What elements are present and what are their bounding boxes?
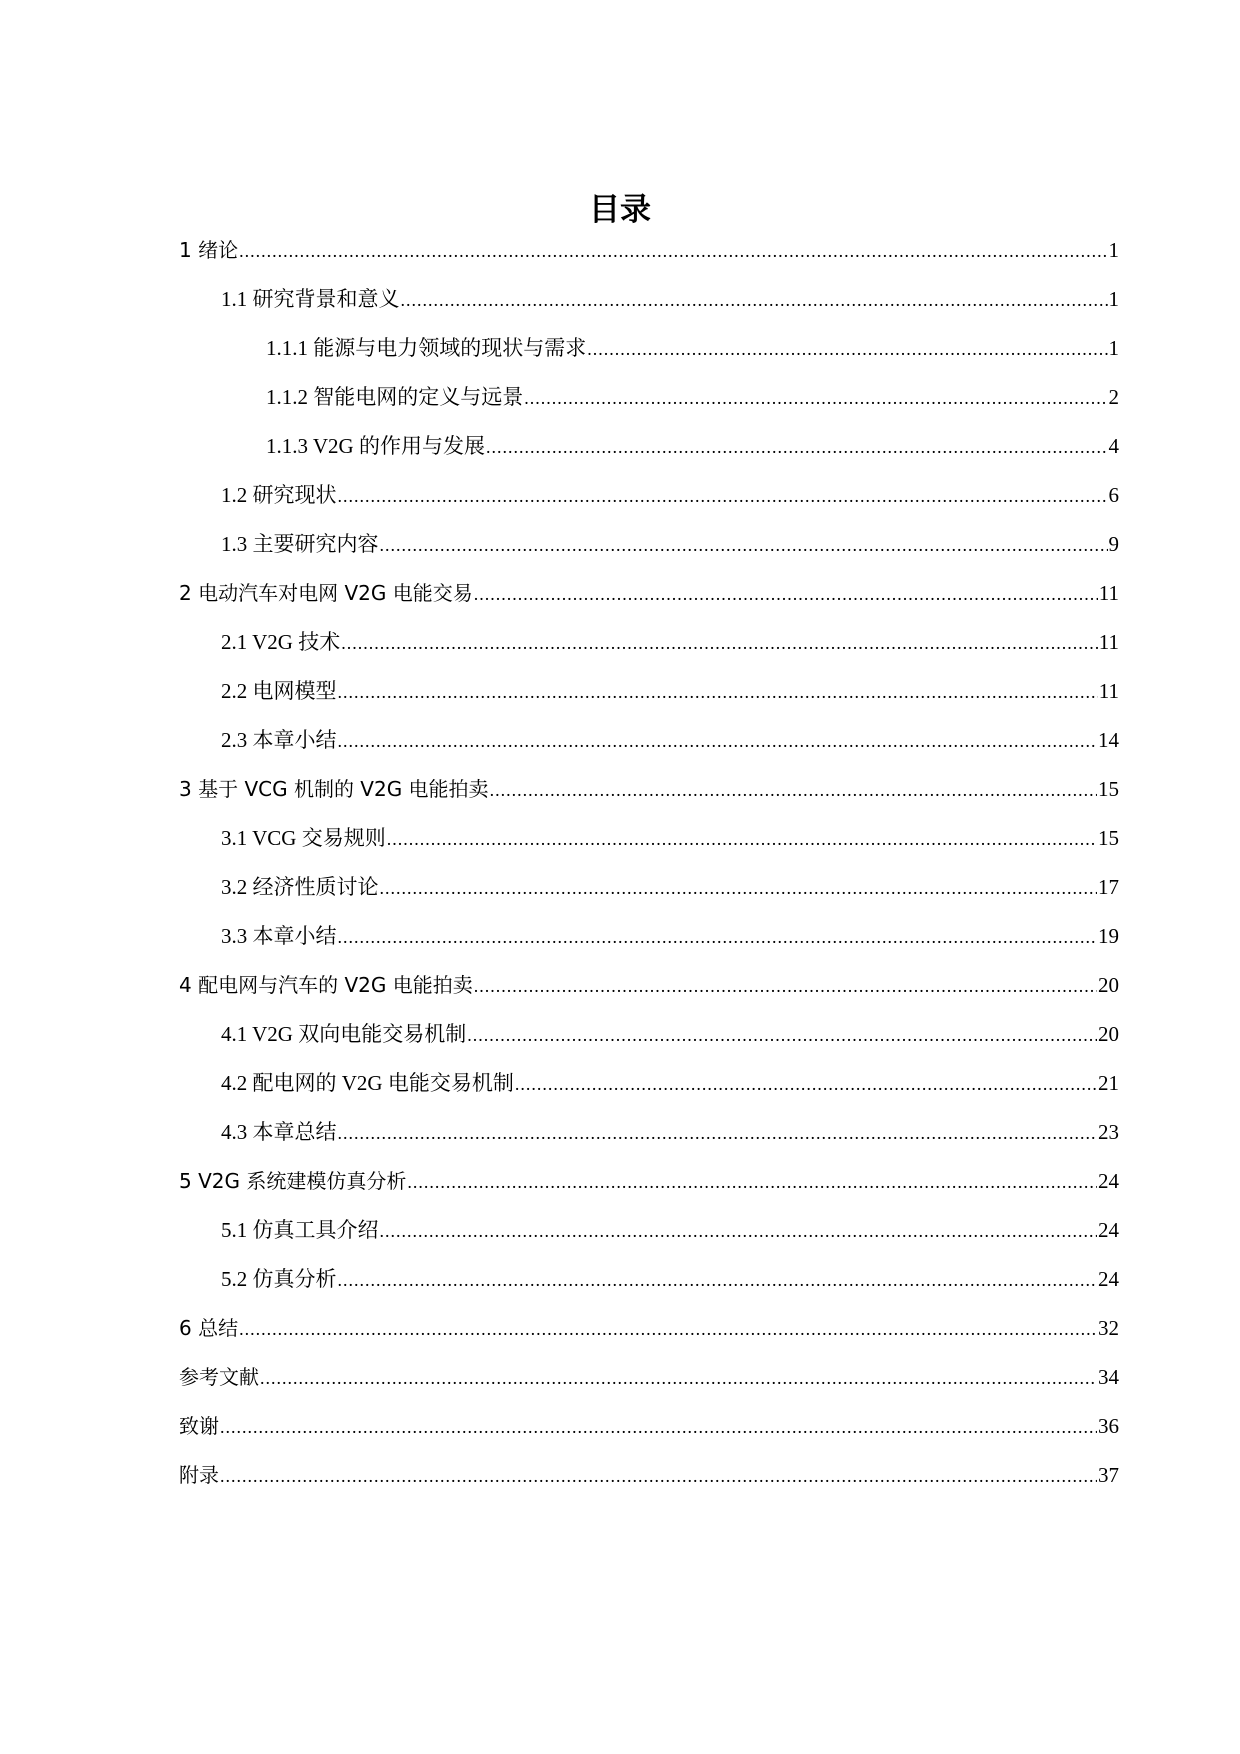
toc-entry-page: 20 bbox=[1098, 973, 1119, 997]
dot-leader bbox=[338, 1115, 1098, 1151]
toc-entry-label: 6 总结 bbox=[179, 1316, 239, 1340]
toc-entry-label: 4.2 配电网的 V2G 电能交易机制 bbox=[221, 1071, 514, 1095]
dot-leader bbox=[587, 331, 1107, 367]
toc-entry[interactable] bbox=[179, 918, 1119, 967]
dot-leader bbox=[380, 527, 1108, 563]
dot-leader bbox=[338, 478, 1108, 514]
toc-entry[interactable] bbox=[179, 1457, 1119, 1506]
toc-entry[interactable] bbox=[179, 1310, 1119, 1359]
toc-entry[interactable] bbox=[179, 1408, 1119, 1457]
toc-entry[interactable] bbox=[179, 1359, 1119, 1408]
toc-entry-label: 3 基于 VCG 机制的 V2G 电能拍卖 bbox=[179, 777, 489, 801]
toc-entry-label: 4.3 本章总结 bbox=[221, 1120, 337, 1144]
dot-leader bbox=[474, 576, 1098, 612]
toc-entry-label: 3.3 本章小结 bbox=[221, 924, 337, 948]
toc-entry-label: 2 电动汽车对电网 V2G 电能交易 bbox=[179, 581, 473, 605]
toc-entry-label: 2.1 V2G 技术 bbox=[221, 630, 341, 654]
toc-entry[interactable] bbox=[179, 1016, 1119, 1065]
toc-entry-label: 4 配电网与汽车的 V2G 电能拍卖 bbox=[179, 973, 473, 997]
toc-entry-page: 24 bbox=[1098, 1218, 1119, 1242]
toc-entry-label: 1.1.3 V2G 的作用与发展 bbox=[266, 434, 485, 458]
toc-entry-page: 6 bbox=[1108, 483, 1119, 507]
toc-entry[interactable] bbox=[179, 722, 1119, 771]
toc-entry-page: 9 bbox=[1108, 532, 1119, 556]
toc-entry-page: 24 bbox=[1098, 1267, 1119, 1291]
toc-entry[interactable] bbox=[179, 869, 1119, 918]
toc-entry-page: 1 bbox=[1108, 336, 1119, 360]
dot-leader bbox=[220, 1458, 1097, 1494]
dot-leader bbox=[515, 1066, 1097, 1102]
toc-entry-label: 1 绪论 bbox=[179, 238, 239, 262]
toc-entry-label: 1.1.1 能源与电力领域的现状与需求 bbox=[266, 336, 587, 360]
toc-entry[interactable] bbox=[179, 330, 1119, 379]
toc-entry-label: 3.2 经济性质讨论 bbox=[221, 875, 379, 899]
dot-leader bbox=[380, 1213, 1098, 1249]
toc-entry-page: 19 bbox=[1098, 924, 1119, 948]
dot-leader bbox=[239, 1311, 1097, 1347]
toc-entry-page: 17 bbox=[1098, 875, 1119, 899]
toc-entry[interactable] bbox=[179, 1114, 1119, 1163]
dot-leader bbox=[474, 968, 1097, 1004]
dot-leader bbox=[524, 380, 1107, 416]
toc-entry-label: 参考文献 bbox=[179, 1365, 259, 1389]
toc-entry-page: 11 bbox=[1098, 581, 1119, 605]
toc-entry-page: 24 bbox=[1098, 1169, 1119, 1193]
dot-leader bbox=[387, 821, 1097, 857]
toc-entry-page: 34 bbox=[1098, 1365, 1119, 1389]
toc-entry-page: 21 bbox=[1098, 1071, 1119, 1095]
table-of-contents bbox=[179, 232, 1119, 1506]
dot-leader bbox=[338, 674, 1098, 710]
toc-entry[interactable] bbox=[179, 232, 1119, 281]
dot-leader bbox=[220, 1409, 1097, 1445]
dot-leader bbox=[407, 1164, 1097, 1200]
toc-entry-page: 15 bbox=[1098, 777, 1119, 801]
dot-leader bbox=[338, 1262, 1098, 1298]
toc-entry[interactable] bbox=[179, 1065, 1119, 1114]
toc-entry[interactable] bbox=[179, 673, 1119, 722]
toc-entry-page: 1 bbox=[1108, 238, 1119, 262]
toc-entry-page: 37 bbox=[1098, 1463, 1119, 1487]
toc-entry-label: 1.3 主要研究内容 bbox=[221, 532, 379, 556]
toc-entry-page: 20 bbox=[1098, 1022, 1119, 1046]
dot-leader bbox=[490, 772, 1097, 808]
toc-entry-label: 1.1 研究背景和意义 bbox=[221, 287, 400, 311]
toc-entry-page: 4 bbox=[1108, 434, 1119, 458]
dot-leader bbox=[338, 919, 1098, 955]
dot-leader bbox=[338, 723, 1098, 759]
dot-leader bbox=[467, 1017, 1097, 1053]
toc-entry-page: 11 bbox=[1098, 630, 1119, 654]
toc-entry-label: 致谢 bbox=[179, 1414, 219, 1438]
toc-entry[interactable] bbox=[179, 379, 1119, 428]
toc-entry-page: 15 bbox=[1098, 826, 1119, 850]
toc-entry[interactable] bbox=[179, 477, 1119, 526]
dot-leader bbox=[341, 625, 1098, 661]
toc-entry-page: 23 bbox=[1098, 1120, 1119, 1144]
toc-entry[interactable] bbox=[179, 1261, 1119, 1310]
toc-title: 目录 bbox=[589, 192, 651, 228]
toc-entry-label: 附录 bbox=[179, 1463, 219, 1487]
toc-entry[interactable] bbox=[179, 967, 1119, 1016]
toc-entry-label: 3.1 VCG 交易规则 bbox=[221, 826, 386, 850]
toc-entry-page: 2 bbox=[1108, 385, 1119, 409]
toc-entry-label: 2.2 电网模型 bbox=[221, 679, 337, 703]
toc-entry[interactable] bbox=[179, 575, 1119, 624]
toc-entry-label: 1.1.2 智能电网的定义与远景 bbox=[266, 385, 524, 409]
toc-entry-page: 14 bbox=[1098, 728, 1119, 752]
toc-entry[interactable] bbox=[179, 1212, 1119, 1261]
toc-entry-page: 11 bbox=[1098, 679, 1119, 703]
toc-entry-label: 5.2 仿真分析 bbox=[221, 1267, 337, 1291]
toc-entry-page: 32 bbox=[1098, 1316, 1119, 1340]
toc-entry-label: 2.3 本章小结 bbox=[221, 728, 337, 752]
toc-entry-page: 1 bbox=[1108, 287, 1119, 311]
dot-leader bbox=[380, 870, 1098, 906]
toc-entry[interactable] bbox=[179, 526, 1119, 575]
toc-entry[interactable] bbox=[179, 820, 1119, 869]
toc-entry-label: 4.1 V2G 双向电能交易机制 bbox=[221, 1022, 467, 1046]
toc-entry[interactable] bbox=[179, 624, 1119, 673]
toc-entry[interactable] bbox=[179, 281, 1119, 330]
toc-entry-page: 36 bbox=[1098, 1414, 1119, 1438]
toc-entry-label: 1.2 研究现状 bbox=[221, 483, 337, 507]
toc-entry-label: 5.1 仿真工具介绍 bbox=[221, 1218, 379, 1242]
dot-leader bbox=[260, 1360, 1097, 1396]
toc-entry[interactable] bbox=[179, 428, 1119, 477]
toc-entry[interactable] bbox=[179, 771, 1119, 820]
toc-entry-label: 5 V2G 系统建模仿真分析 bbox=[179, 1169, 407, 1193]
dot-leader bbox=[486, 429, 1108, 465]
dot-leader bbox=[401, 282, 1108, 318]
toc-entry[interactable] bbox=[179, 1163, 1119, 1212]
dot-leader bbox=[239, 233, 1107, 269]
